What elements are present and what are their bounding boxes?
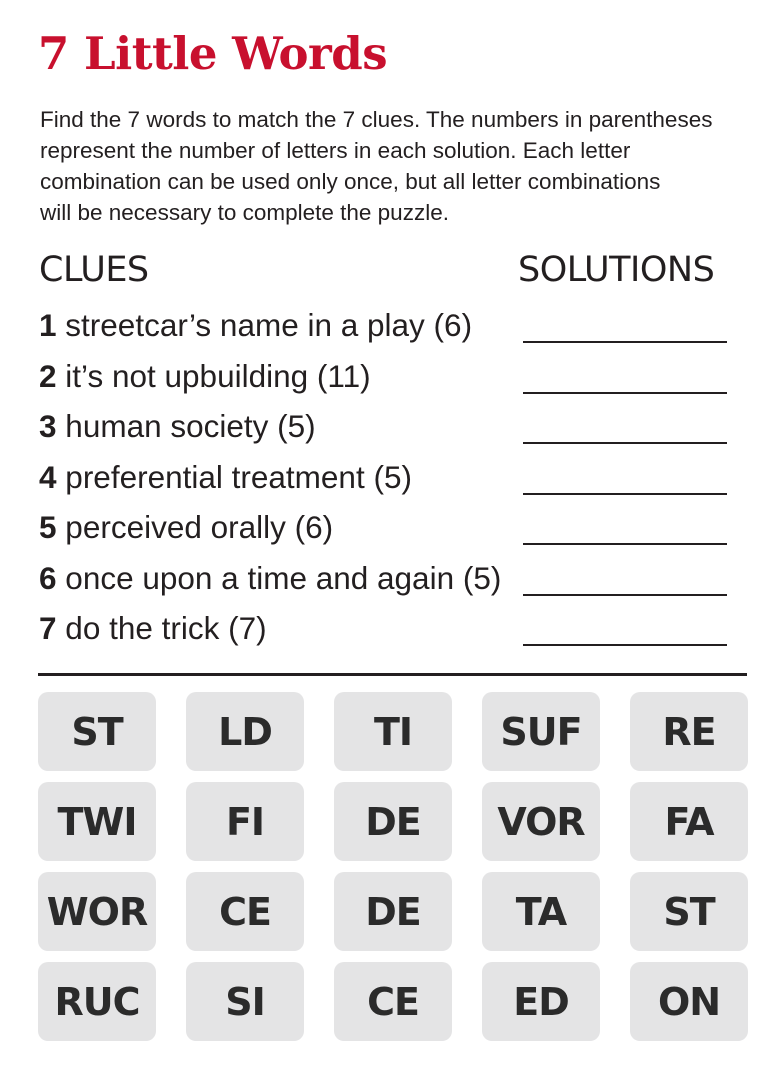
solution-blank-1[interactable] (523, 341, 727, 343)
letter-tile[interactable]: LD (186, 692, 304, 771)
solution-blank-7[interactable] (523, 644, 727, 646)
clue-row-5 (39, 502, 739, 553)
clue-row-3 (39, 401, 739, 452)
clue-text: human society (5) (65, 408, 316, 444)
letter-tile[interactable]: CE (334, 962, 452, 1041)
clue-row-4 (39, 452, 739, 503)
letter-tile-grid (38, 692, 748, 1041)
clue-row-2 (39, 351, 739, 402)
letter-tile[interactable]: FA (630, 782, 748, 861)
clue-number: 7 (39, 610, 57, 646)
clue-text: it’s not upbuilding (11) (65, 357, 371, 394)
instructions-line: combination can be used only once, but all letter combinations (40, 169, 661, 194)
solution-blank-6[interactable] (523, 594, 727, 596)
letter-tile[interactable]: VOR (482, 782, 600, 861)
letter-tile[interactable]: WOR (38, 872, 156, 951)
letter-tile[interactable]: ON (630, 962, 748, 1041)
clue-text: preferential treatment (5) (65, 458, 412, 495)
clue-number: 6 (39, 559, 57, 596)
solutions-header: SOLUTIONS (518, 250, 715, 290)
letter-tile[interactable]: DE (334, 872, 452, 951)
solution-blank-5[interactable] (523, 543, 727, 545)
letter-tile[interactable]: RE (630, 692, 748, 771)
letter-tile[interactable]: DE (334, 782, 452, 861)
letter-tile[interactable]: RUC (38, 962, 156, 1041)
letter-tile[interactable]: ST (630, 872, 748, 951)
clue-text: do the trick (7) (65, 610, 267, 646)
letter-tile[interactable]: ST (38, 692, 156, 771)
clues-header: CLUES (39, 250, 149, 290)
clue-text: perceived orally (6) (65, 509, 334, 545)
instructions-line: represent the number of letters in each solution. Each letter (40, 138, 631, 163)
solution-blank-3[interactable] (523, 442, 727, 444)
solution-blank-2[interactable] (523, 392, 727, 394)
divider (38, 673, 747, 676)
instructions (40, 104, 755, 228)
clue-text: streetcar’s name in a play (6) (65, 307, 473, 343)
instructions-line: will be necessary to complete the puzzle. (40, 200, 449, 225)
letter-tile[interactable]: TWI (38, 782, 156, 861)
clue-number: 2 (39, 357, 57, 394)
letter-tile[interactable]: SUF (482, 692, 600, 771)
letter-tile[interactable]: CE (186, 872, 304, 951)
letter-tile[interactable]: ED (482, 962, 600, 1041)
clue-number: 1 (39, 307, 57, 343)
puzzle-title: 7 Little Words (38, 27, 388, 80)
clue-row-7 (39, 603, 739, 654)
letter-tile[interactable]: FI (186, 782, 304, 861)
letter-tile[interactable]: TA (482, 872, 600, 951)
clue-list (39, 300, 739, 654)
letter-tile[interactable]: SI (186, 962, 304, 1041)
clue-row-1 (39, 300, 739, 351)
clue-number: 3 (39, 408, 57, 444)
clue-number: 5 (39, 509, 57, 545)
clue-number: 4 (39, 458, 57, 495)
letter-tile[interactable]: TI (334, 692, 452, 771)
solution-blank-4[interactable] (523, 493, 727, 495)
clue-row-6 (39, 553, 739, 604)
clue-text: once upon a time and again (5) (65, 559, 502, 596)
instructions-line: Find the 7 words to match the 7 clues. The numbers in parentheses (40, 107, 713, 132)
